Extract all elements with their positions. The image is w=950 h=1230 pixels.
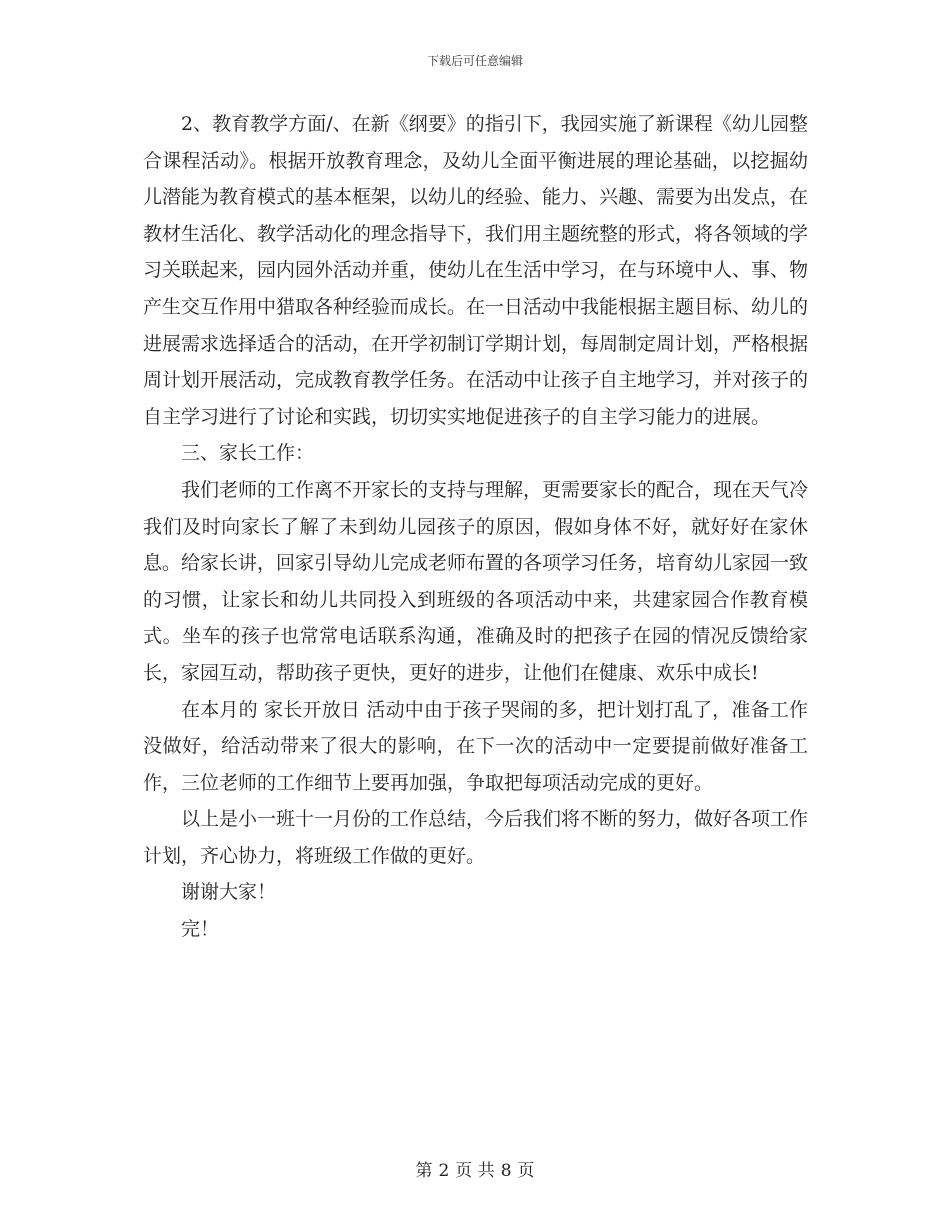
document-body: [143, 106, 808, 948]
paragraph-summary: 以上是小一班十一月份的工作总结，今后我们将不断的努力，做好各项工作计划，齐心协力，将班级工作做的更好。: [143, 808, 809, 867]
page-header: 下载后可任意编辑: [426, 54, 523, 68]
page-footer: [0, 1156, 950, 1181]
footer-suffix: 页: [517, 1161, 535, 1181]
section-heading-parents: 三、家长工作：: [181, 442, 315, 465]
footer-page-number: 2: [438, 1161, 450, 1181]
paragraph-end: 完！: [181, 918, 220, 941]
footer-prefix: 第: [415, 1161, 433, 1181]
paragraph-teaching: 2、教育教学方面/、在新《纲要》的指引下，我园实施了新课程《幼儿园整合课程活动》。根据开放教育理念，及幼儿全面平衡进展的理论基础，以挖掘幼儿潜能为教育模式的基本框架，以幼儿的经验、能力、兴趣、需要为出发点，在教材生活化、教学活动化的理念指导下，我们用主题统整的形式，将各领域的学习关联起来，园内园外活动并重，使幼儿在生活中学习，在与环境中人、事、物产生交互作用中猎取各种经验而成长。在一日活动中我能根据主题目标、幼儿的进展需求选择适合的活动，在开学初制订学期计划，每周制定周计划，严格根据周计划开展活动，完成教育教学任务。在活动中让孩子自主地学习，并对孩子的自主学习进行了讨论和实践，切切实实地促进孩子的自主学习能力的进展。: [143, 113, 809, 428]
paragraph-open-day: 在本月的 家长开放日 活动中由于孩子哭闹的多，把计划打乱了，准备工作没做好，给活动带来了很大的影响，在下一次的活动中一定要提前做好准备工作，三位老师的工作细节上要再加强，争取把每项活动完成的更好。: [143, 698, 808, 794]
paragraph-parents-work: 我们老师的工作离不开家长的支持与理解，更需要家长的配合，现在天气冷我们及时向家长了解了未到幼儿园孩子的原因，假如身体不好，就好好在家休息。给家长讲，回家引导幼儿完成老师布置的各项学习任务，培育幼儿家园一致的习惯，让家长和幼儿共同投入到班级的各项活动中来，共建家园合作教育模式。坐车的孩子也常常电话联系沟通，准确及时的把孩子在园的情况反馈给家长，家园互动，帮助孩子更快，更好的进步，让他们在健康、欢乐中成长!: [143, 478, 809, 684]
paragraph-thanks: 谢谢大家！: [181, 881, 277, 904]
footer-total-pages: 8: [500, 1161, 512, 1181]
footer-middle: 页 共: [455, 1161, 495, 1181]
